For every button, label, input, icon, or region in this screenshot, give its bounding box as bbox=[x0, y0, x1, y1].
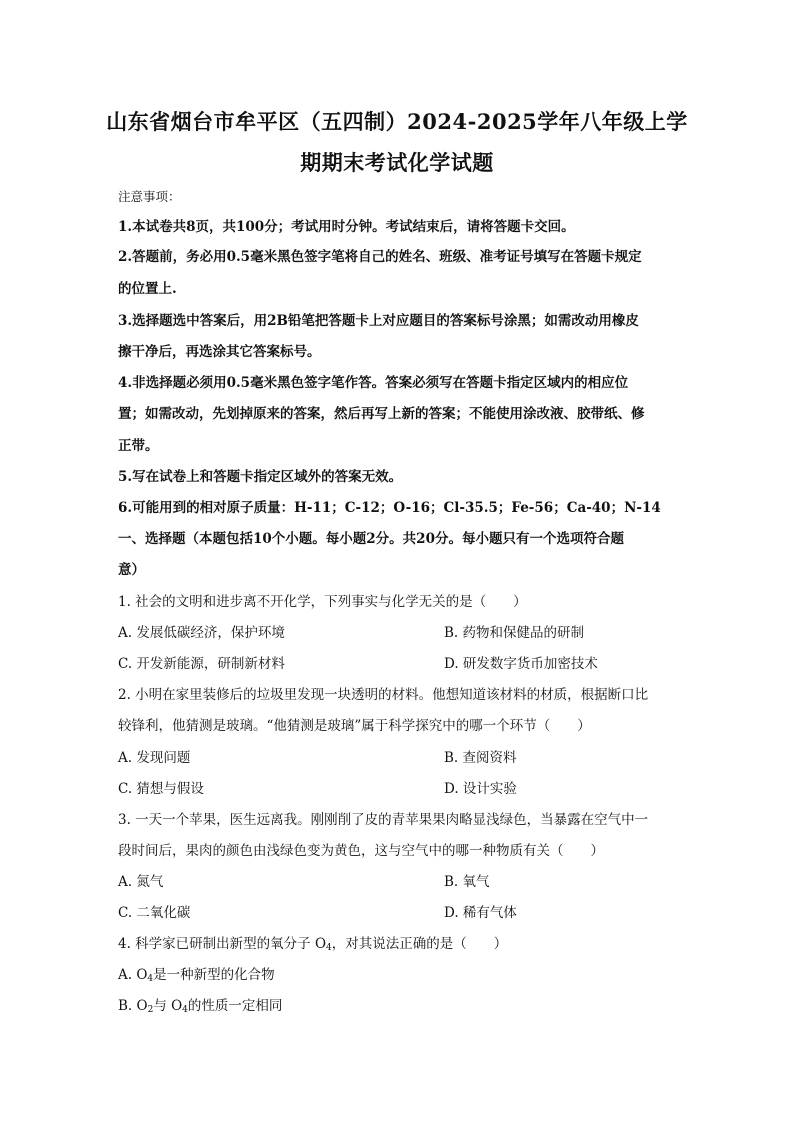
question-4-option-b-pre: B. O bbox=[118, 998, 148, 1014]
question-2-option-b: B. 查阅资料 bbox=[444, 750, 517, 766]
question-4-option-a bbox=[118, 966, 275, 984]
notice-line-9: 5.写在试卷上和答题卡指定区域外的答案无效。 bbox=[118, 469, 403, 485]
question-2-stem-line2: 较锋利，他猜测是玻璃。“他猜测是玻璃”属于科学探究中的哪一个环节（ ） bbox=[118, 718, 591, 734]
question-1-option-c: C. 开发新能源，研制新材料 bbox=[118, 656, 285, 672]
question-4-option-b-mid: 与 O bbox=[153, 998, 183, 1014]
notice-line-2: 2.答题前，务必用0.5毫米黑色签字笔将自己的姓名、班级、准考证号填写在答题卡规定 bbox=[118, 249, 642, 265]
question-4-stem-subscript: 4 bbox=[326, 943, 332, 953]
question-4-option-b-post: 的性质一定相同 bbox=[187, 998, 283, 1014]
question-1-option-b: B. 药物和保健品的研制 bbox=[444, 625, 585, 641]
question-4-option-b-subscript-1: 2 bbox=[147, 1005, 154, 1015]
section-heading-line1: 一、选择题（本题包括10个小题。每小题2分。共20分。每小题只有一个选项符合题 bbox=[118, 531, 624, 547]
question-3-stem-line2: 段时间后，果肉的颜色由浅绿色变为黄色，这与空气中的哪一种物质有关（ ） bbox=[118, 843, 604, 859]
question-4-option-b-subscript-2: 4 bbox=[182, 1005, 188, 1015]
notice-line-10: 6.可能用到的相对原子质量：H-11；C-12；O-16；Cl-35.5；Fe-56；Ca-40；N-14 bbox=[118, 500, 661, 516]
question-4-option-a-post: 是一种新型的化合物 bbox=[153, 967, 275, 983]
question-1-stem: 1. 社会的文明和进步离不开化学，下列事实与化学无关的是（ ） bbox=[118, 594, 527, 610]
question-4-stem-post: ，对其说法正确的是（ ） bbox=[331, 936, 508, 952]
notice-line-8: 正带。 bbox=[118, 438, 159, 454]
notice-line-6: 4.非选择题必须用0.5毫米黑色签字笔作答。答案必须写在答题卡指定区域内的相应位 bbox=[118, 375, 629, 391]
notice-line-7: 置；如需改动，先划掉原来的答案，然后再写上新的答案；不能使用涂改液、胶带纸、修 bbox=[118, 406, 645, 422]
exam-title-line1: 山东省烟台市牟平区（五四制）2024-2025学年八年级上学 bbox=[106, 109, 688, 134]
question-2-stem-line1: 2. 小明在家里装修后的垃圾里发现一块透明的材料。他想知道该材料的材质，根据断口比 bbox=[118, 687, 649, 703]
question-3-option-d: D. 稀有气体 bbox=[444, 905, 517, 921]
question-3-stem-line1: 3. 一天一个苹果，医生远离我。刚刚削了皮的青苹果果肉略显浅绿色，当暴露在空气中一 bbox=[118, 812, 649, 828]
exam-title-line2: 期期末考试化学试题 bbox=[300, 150, 494, 175]
question-3-option-a: A. 氮气 bbox=[118, 874, 164, 890]
section-heading-line2: 意） bbox=[118, 562, 145, 578]
question-2-option-d: D. 设计实验 bbox=[444, 781, 517, 797]
question-2-option-c: C. 猜想与假设 bbox=[118, 781, 204, 797]
question-2-option-a: A. 发现问题 bbox=[118, 750, 191, 766]
notice-line-3: 的位置上. bbox=[118, 281, 177, 297]
question-4-option-a-pre: A. O bbox=[118, 967, 148, 983]
question-4-stem-pre: 4. 科学家已研制出新型的氧分子 O bbox=[118, 936, 327, 952]
notice-heading: 注意事项： bbox=[118, 189, 181, 204]
notice-line-5: 擦干净后，再选涂其它答案标号。 bbox=[118, 344, 321, 360]
question-3-option-c: C. 二氧化碳 bbox=[118, 905, 191, 921]
question-4-stem bbox=[118, 935, 678, 953]
question-4-option-b bbox=[118, 997, 282, 1015]
notice-line-4: 3.选择题选中答案后，用2B铅笔把答题卡上对应题目的答案标号涂黑；如需改动用橡皮 bbox=[118, 313, 639, 329]
question-1-option-d: D. 研发数字货币加密技术 bbox=[444, 656, 598, 672]
question-1-option-a: A. 发展低碳经济，保护环境 bbox=[118, 625, 285, 641]
question-4-option-a-subscript: 4 bbox=[147, 974, 154, 984]
notice-line-1: 1.本试卷共8页，共100分；考试用时分钟。考试结束后，请将答题卡交回。 bbox=[118, 219, 575, 235]
question-3-option-b: B. 氧气 bbox=[444, 874, 490, 890]
